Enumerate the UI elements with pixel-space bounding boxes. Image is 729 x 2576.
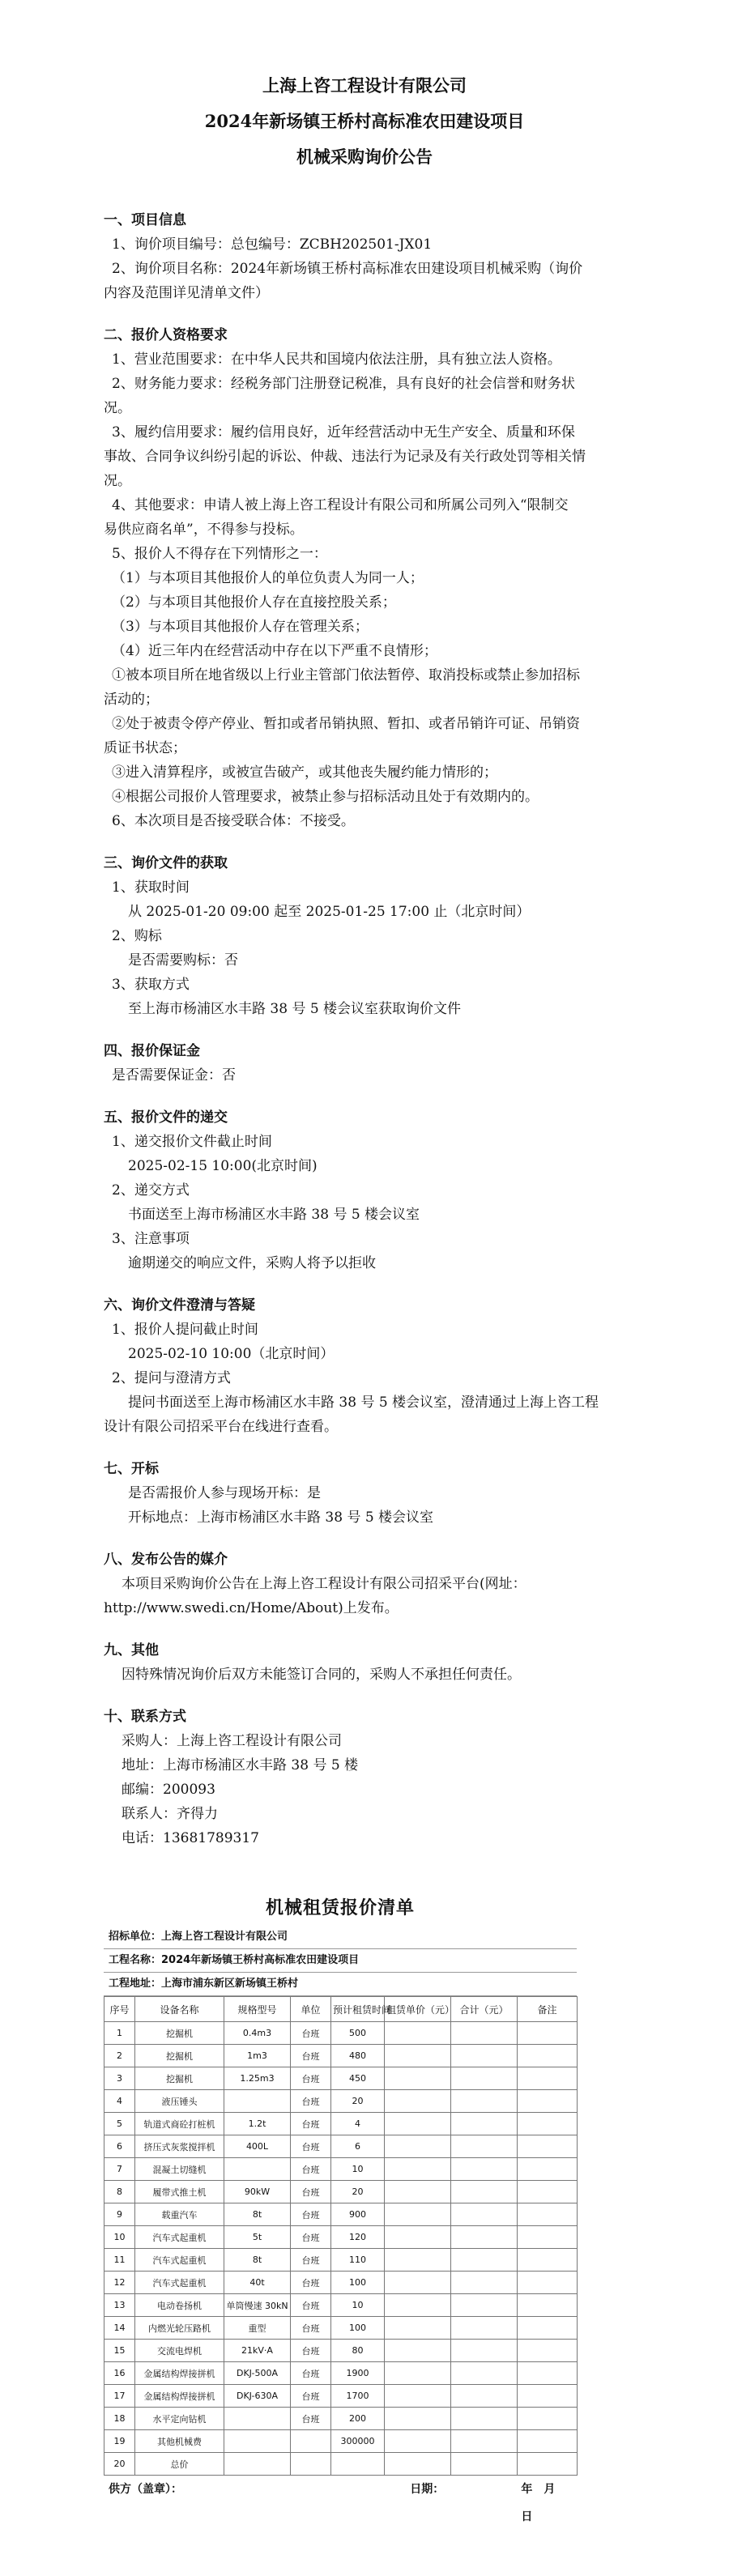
table-row [104,2090,578,2113]
table-cell: 台班 [291,2090,331,2113]
body-line: 质证书状态； [104,740,186,756]
table-cell: 100 [331,2317,385,2340]
table-cell: 台班 [291,2408,331,2430]
table-cell: 11 [104,2249,135,2272]
table-cell: 轨道式商砼打桩机 [135,2113,224,2135]
table-cell [518,2272,578,2294]
section-heading: 二、报价人资格要求 [104,327,228,343]
table-cell [385,2135,451,2158]
section-heading: 三、询价文件的获取 [104,855,228,871]
body-line: 事故、合同争议纠纷引起的诉讼、仲裁、违法行为记录及有关行政处罚等相关情 [104,449,586,465]
table-cell [451,2067,518,2090]
table-cell [385,2067,451,2090]
table-cell [518,2113,578,2135]
company-title: 上海上咨工程设计有限公司 [262,75,467,96]
table-cell [518,2158,578,2181]
body-line: 2、财务能力要求：经税务部门注册登记税准，具有良好的社会信誉和财务状 [112,376,575,392]
table-cell: 挖掘机 [135,2067,224,2090]
table-row [104,2022,578,2045]
table-cell [451,2203,518,2226]
table-cell: 汽车式起重机 [135,2272,224,2294]
column-header: 规格型号 [224,1997,291,2022]
table-cell: 10 [104,2226,135,2249]
table-cell: 18 [104,2408,135,2430]
table-cell [385,2430,451,2453]
column-header: 备注 [518,1997,578,2022]
table-cell [518,2022,578,2045]
table-cell [385,2453,451,2476]
table-row [104,2340,578,2362]
body-line: 逾期递交的响应文件，采购人将予以拒收 [128,1255,376,1271]
table-cell: 电动卷扬机 [135,2294,224,2317]
section-heading: 四、报价保证金 [104,1043,200,1059]
table-cell: 12 [104,2272,135,2294]
table-cell: 液压锤头 [135,2090,224,2113]
table-cell [518,2090,578,2113]
table-cell: 总价 [135,2453,224,2476]
body-line: 开标地点：上海市杨浦区水丰路 38 号 5 楼会议室 [128,1509,434,1526]
column-header: 合计（元） [451,1997,518,2022]
body-line: 1、营业范围要求：在中华人民共和国境内依法注册，具有独立法人资格。 [112,351,561,368]
table-cell: 挖掘机 [135,2022,224,2045]
table-cell [385,2294,451,2317]
table-cell: 500 [331,2022,385,2045]
body-line: 6、本次项目是否接受联合体：不接受。 [112,813,355,829]
table-cell [518,2067,578,2090]
body-line: 1、报价人提问截止时间 [112,1322,258,1338]
table-row [104,2113,578,2135]
table-cell: 6 [331,2135,385,2158]
table-cell: 交流电焊机 [135,2340,224,2362]
table-cell: 400L [224,2135,291,2158]
table-cell [518,2453,578,2476]
project-title: 2024年新场镇王桥村高标准农田建设项目 [204,111,525,131]
table-row [104,2045,578,2067]
table-row [104,2067,578,2090]
table-cell: 1 [104,2022,135,2045]
table-cell [451,2135,518,2158]
body-line: 5、报价人不得存在下列情形之一： [112,546,327,562]
table-cell: 5 [104,2113,135,2135]
table-row [104,2203,578,2226]
table-row [104,2317,578,2340]
table-cell: 8 [104,2181,135,2203]
table-cell: 台班 [291,2317,331,2340]
body-line: （4）近三年内在经营活动中存在以下严重不良情形； [112,643,437,659]
table-cell: 台班 [291,2067,331,2090]
table-cell: 17 [104,2385,135,2408]
table-cell: 6 [104,2135,135,2158]
table-cell: DKJ-500A [224,2362,291,2385]
table-row [104,2385,578,2408]
body-line: （3）与本项目其他报价人存在管理关系； [112,619,369,635]
table-cell: 金属结构焊接拼机 [135,2362,224,2385]
column-header: 序号 [104,1997,135,2022]
table-cell [385,2362,451,2385]
table-cell: 1.2t [224,2113,291,2135]
table-cell [451,2272,518,2294]
table-cell: 20 [331,2090,385,2113]
table-cell [518,2249,578,2272]
table-cell: 4 [331,2113,385,2135]
date-label: 日期： [410,2483,445,2496]
table-cell: 内燃光轮压路机 [135,2317,224,2340]
table-cell: 40t [224,2272,291,2294]
table-cell: 台班 [291,2022,331,2045]
table-cell: 10 [331,2158,385,2181]
body-line: 本项目采购询价公告在上海上咨工程设计有限公司招采平台(网址： [122,1576,526,1592]
table-cell [451,2158,518,2181]
table-cell: 混凝土切缝机 [135,2158,224,2181]
body-line: 3、履约信用要求：履约信用良好，近年经营活动中无生产安全、质量和环保 [112,424,575,441]
table-cell [385,2113,451,2135]
table-cell: 履带式推土机 [135,2181,224,2203]
table-cell [385,2340,451,2362]
table-header-row [104,1997,578,2022]
section-heading: 九、其他 [104,1642,159,1658]
table-cell [518,2317,578,2340]
body-line: 设计有限公司招采平台在线进行查看。 [104,1419,338,1435]
table-cell: 单筒慢速 30kN [224,2294,291,2317]
table-cell: 台班 [291,2113,331,2135]
table-cell: 8t [224,2203,291,2226]
table-row [104,2294,578,2317]
section-heading: 一、项目信息 [104,212,186,228]
section-heading: 八、发布公告的媒介 [104,1552,228,1568]
table-cell: 重型 [224,2317,291,2340]
body-line: ③进入清算程序，或被宣告破产，或其他丧失履约能力情形的； [112,764,497,781]
table-cell: 台班 [291,2249,331,2272]
table-cell [451,2249,518,2272]
location-row: 工程地址：上海市浦东新区新场镇王桥村 [104,1973,577,1996]
table-cell [518,2045,578,2067]
table-cell [518,2340,578,2362]
table-cell: 挤压式灰浆搅拌机 [135,2135,224,2158]
tenderer-row: 招标单位：上海上咨工程设计有限公司 [104,1926,577,1949]
body-line: 2025-02-15 10:00(北京时间) [128,1158,318,1174]
table-cell [385,2203,451,2226]
table-cell [451,2340,518,2362]
table-cell [331,2453,385,2476]
table-cell: 台班 [291,2272,331,2294]
table-row [104,2453,578,2476]
section-heading: 六、询价文件澄清与答疑 [104,1297,255,1314]
body-line: 地址：上海市杨浦区水丰路 38 号 5 楼 [122,1757,359,1773]
table-cell [385,2022,451,2045]
table-cell: DKJ-630A [224,2385,291,2408]
table-cell [224,2453,291,2476]
table-cell [291,2453,331,2476]
table-cell: 1900 [331,2362,385,2385]
table-cell: 8t [224,2249,291,2272]
table-cell [451,2045,518,2067]
table-cell [451,2430,518,2453]
table-cell [518,2181,578,2203]
table-cell: 300000 [331,2430,385,2453]
table-row [104,2272,578,2294]
body-line: ②处于被责令停产停业、暂扣或者吊销执照、暂扣、或者吊销许可证、吊销资 [112,716,580,732]
table-cell: 100 [331,2272,385,2294]
table-cell: 台班 [291,2203,331,2226]
table-row [104,2430,578,2453]
table-cell: 80 [331,2340,385,2362]
table-cell [451,2385,518,2408]
table-cell: 110 [331,2249,385,2272]
table-cell: 16 [104,2362,135,2385]
body-line: ④根据公司报价人管理要求，被禁止参与招标活动且处于有效期内的。 [112,789,539,805]
sheet-footer [104,2476,577,2523]
table-body [104,2022,578,2476]
project-row: 工程名称：2024年新场镇王桥村高标准农田建设项目 [104,1949,577,1973]
body-line: 1、询价项目编号：总包编号：ZCBH202501-JX01 [112,236,433,253]
table-cell: 120 [331,2226,385,2249]
body-line: 采购人：上海上咨工程设计有限公司 [122,1733,342,1749]
table-cell [451,2181,518,2203]
table-cell: 19 [104,2430,135,2453]
table-cell [385,2272,451,2294]
body-line: 2、递交方式 [112,1182,190,1199]
section-heading: 五、报价文件的递交 [104,1109,228,1126]
table-cell [451,2226,518,2249]
body-line: 易供应商名单”，不得参与投标。 [104,522,304,538]
supplier-stamp-label: 供方（盖章）： [109,2483,182,2496]
body-line: 从 2025-01-20 09:00 起至 2025-01-25 17:00 止（北京时间） [128,904,531,920]
table-cell: 10 [331,2294,385,2317]
table-cell [385,2249,451,2272]
table-cell [291,2430,331,2453]
rental-quote-sheet [104,1892,577,2523]
table-cell: 1m3 [224,2045,291,2067]
body-line: 内容及范围详见清单文件） [104,285,269,301]
table-cell: 其他机械费 [135,2430,224,2453]
column-header: 单位 [291,1997,331,2022]
table-cell: 台班 [291,2340,331,2362]
body-line: 联系人：齐得力 [122,1806,218,1822]
rental-table [104,1996,578,2476]
table-cell: 台班 [291,2181,331,2203]
body-line: 况。 [104,473,131,489]
table-cell: 台班 [291,2158,331,2181]
table-row [104,2158,578,2181]
table-cell: 90kW [224,2181,291,2203]
table-cell [518,2294,578,2317]
body-line: 2、询价项目名称：2024年新场镇王桥村高标准农田建设项目机械采购（询价 [112,261,583,277]
table-cell [451,2362,518,2385]
table-cell: 4 [104,2090,135,2113]
table-cell [385,2226,451,2249]
table-cell [451,2317,518,2340]
table-cell [451,2022,518,2045]
body-line: （1）与本项目其他报价人的单位负责人为同一人； [112,570,424,586]
column-header: 租赁单价（元） [385,1997,451,2022]
table-cell: 20 [331,2181,385,2203]
table-cell: 15 [104,2340,135,2362]
table-cell [451,2408,518,2430]
body-line: 1、获取时间 [112,879,190,896]
body-line: 邮编：200093 [122,1782,215,1798]
table-cell: 水平定向钻机 [135,2408,224,2430]
section-heading: 七、开标 [104,1461,159,1477]
table-cell [385,2090,451,2113]
body-line: 至上海市杨浦区水丰路 38 号 5 楼会议室获取询价文件 [128,1001,462,1017]
column-header: 设备名称 [135,1997,224,2022]
body-line: 2、购标 [112,928,162,944]
table-cell [451,2090,518,2113]
table-cell [518,2135,578,2158]
body-line: 因特殊情况询价后双方未能签订合同的，采购人不承担任何责任。 [122,1667,521,1683]
body-line: 是否需报价人参与现场开标：是 [128,1485,321,1501]
table-cell: 台班 [291,2362,331,2385]
table-cell [518,2362,578,2385]
table-row [104,2249,578,2272]
table-cell [451,2294,518,2317]
notice-title: 机械采购询价公告 [296,147,433,167]
table-cell [224,2408,291,2430]
table-cell: 2 [104,2045,135,2067]
body-line: http://www.swedi.cn/Home/About)上发布。 [104,1600,399,1616]
table-row [104,2226,578,2249]
table-row [104,2362,578,2385]
body-line: 4、其他要求：申请人被上海上咨工程设计有限公司和所属公司列入“限制交 [112,497,569,513]
table-cell: 台班 [291,2226,331,2249]
table-cell: 13 [104,2294,135,2317]
body-line: 3、获取方式 [112,977,190,993]
table-row [104,2181,578,2203]
table-cell: 200 [331,2408,385,2430]
body-line: （2）与本项目其他报价人存在直接控股关系； [112,594,396,611]
table-cell: 金属结构焊接拼机 [135,2385,224,2408]
table-cell: 1.25m3 [224,2067,291,2090]
table-cell: 汽车式起重机 [135,2249,224,2272]
sheet-title: 机械租赁报价清单 [265,1898,415,1918]
body-line: 3、注意事项 [112,1231,190,1247]
body-line: ①被本项目所在地省级以上行业主管部门依法暂停、取消投标或禁止参加招标 [112,667,580,683]
table-cell: 20 [104,2453,135,2476]
body-line: 书面送至上海市杨浦区水丰路 38 号 5 楼会议室 [128,1207,420,1223]
body-line: 是否需要保证金：否 [112,1067,236,1084]
table-cell [451,2113,518,2135]
table-cell [518,2385,578,2408]
table-cell [518,2226,578,2249]
table-cell: 9 [104,2203,135,2226]
table-cell [224,2430,291,2453]
table-cell [385,2385,451,2408]
table-row [104,2135,578,2158]
column-header: 预计租赁时间 [331,1997,385,2022]
table-cell: 台班 [291,2045,331,2067]
table-cell [451,2453,518,2476]
table-cell [385,2181,451,2203]
table-cell: 14 [104,2317,135,2340]
table-cell: 21kV·A [224,2340,291,2362]
table-cell [385,2317,451,2340]
body-line: 电话：13681789317 [122,1830,259,1846]
table-cell [385,2045,451,2067]
body-line: 况。 [104,400,131,416]
table-cell [518,2203,578,2226]
table-cell: 台班 [291,2294,331,2317]
table-cell [385,2158,451,2181]
table-row [104,2408,578,2430]
date-parts: 年 月 日 [521,2483,567,2523]
table-cell: 载重汽车 [135,2203,224,2226]
body-line: 提问书面送至上海市杨浦区水丰路 38 号 5 楼会议室，澄清通过上海上咨工程 [128,1394,599,1411]
body-line: 2、提问与澄清方式 [112,1370,231,1386]
body-line: 活动的； [104,692,159,708]
table-cell [385,2408,451,2430]
table-cell: 900 [331,2203,385,2226]
table-cell: 挖掘机 [135,2045,224,2067]
body-line: 1、递交报价文件截止时间 [112,1134,272,1150]
table-cell: 汽车式起重机 [135,2226,224,2249]
table-cell: 台班 [291,2385,331,2408]
table-cell: 台班 [291,2135,331,2158]
body-line: 是否需要购标：否 [128,952,238,969]
section-heading: 十、联系方式 [104,1709,186,1725]
table-cell: 480 [331,2045,385,2067]
table-cell [518,2408,578,2430]
table-cell: 0.4m3 [224,2022,291,2045]
table-cell: 450 [331,2067,385,2090]
table-cell: 7 [104,2158,135,2181]
table-cell: 1700 [331,2385,385,2408]
table-cell [224,2090,291,2113]
table-cell: 3 [104,2067,135,2090]
table-cell: 5t [224,2226,291,2249]
table-cell [224,2158,291,2181]
body-line: 2025-02-10 10:00（北京时间） [128,1346,335,1362]
table-cell [518,2430,578,2453]
